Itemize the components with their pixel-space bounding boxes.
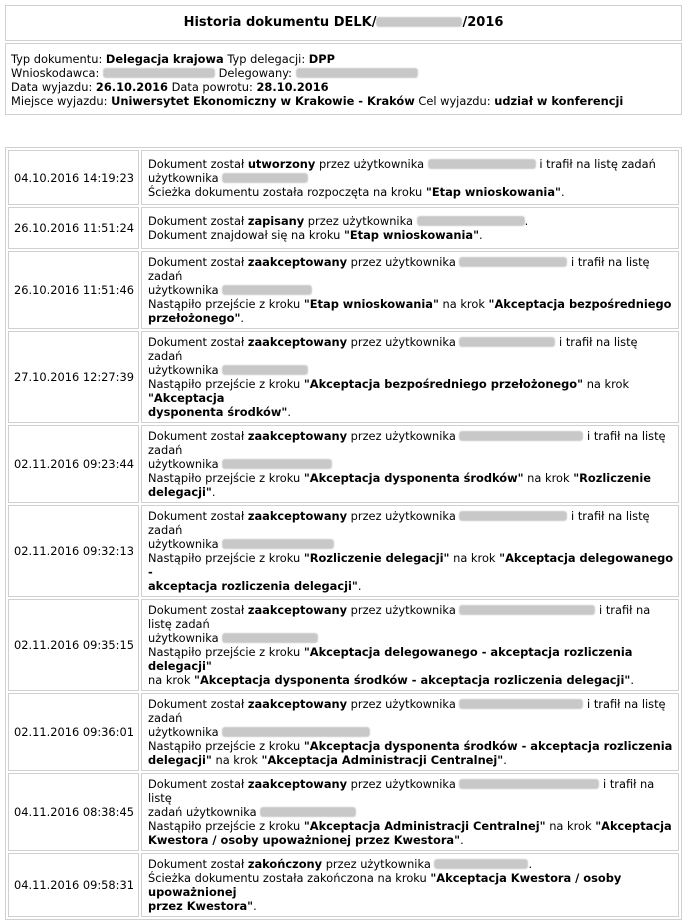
row-date: 02.11.2016 09:36:01 [8, 693, 139, 771]
redacted-user [222, 285, 312, 295]
document-title: Historia dokumentu DELK/ /2016 [183, 15, 504, 30]
place-value: Uniwersytet Ekonomiczny w Krakowie - Kraków [111, 94, 415, 108]
redacted-user [459, 605, 595, 615]
return-date: 28.10.2016 [256, 80, 329, 94]
deleg-type-value: DPP [308, 52, 335, 66]
row-date: 02.11.2016 09:32:13 [8, 505, 139, 597]
row-description: Dokument został zaakceptowany przez użytkownika i trafił na listę zadań użytkownika Nastąpiło przejście z kroku "Etap wnioskowania" na krok "Akceptacja bezpośredniego przełożonego". [141, 251, 679, 329]
row-date: 04.11.2016 08:38:45 [8, 773, 139, 851]
row-date: 02.11.2016 09:35:15 [8, 599, 139, 691]
row-date: 04.10.2016 14:19:23 [8, 150, 139, 205]
table-row [8, 773, 679, 851]
row-description: Dokument został utworzony przez użytkownika i trafił na listę zadań użytkownika Ścieżka dokumentu została rozpoczęta na kroku "Etap wnioskowania". [141, 150, 679, 205]
row-date: 26.10.2016 11:51:24 [8, 207, 139, 249]
row-description: Dokument został zapisany przez użytkownika . Dokument znajdował się na kroku "Etap wnioskowania". [141, 207, 679, 249]
meta-line-dates: Data wyjazdu: 26.10.2016 Data powrotu: 28.10.2016 [11, 80, 329, 94]
table-row [8, 150, 679, 205]
redacted-user [222, 539, 334, 549]
row-description: Dokument został zaakceptowany przez użytkownika i trafił na listę zadań użytkownika Nastąpiło przejście z kroku "Rozliczenie delegacji" na krok "Akceptacja delegowanego - akceptacja rozliczenia delegacji". [141, 505, 679, 597]
table-row [8, 425, 679, 503]
redacted-user [459, 779, 599, 789]
redacted-user [459, 337, 555, 347]
redacted-user [222, 365, 308, 375]
doc-type-value: Delegacja krajowa [105, 52, 224, 66]
redacted-user [459, 431, 583, 441]
redacted-user [222, 459, 332, 469]
table-row [8, 505, 679, 597]
meta-line-type: Typ dokumentu: Delegacja krajowa Typ delegacji: DPP [11, 52, 335, 66]
redacted-user [222, 173, 308, 183]
meta-line-place: Miejsce wyjazdu: Uniwersytet Ekonomiczny w Krakowie - Kraków Cel wyjazdu: udział w konferencji [11, 94, 624, 108]
redacted-user [434, 859, 528, 869]
history-table [5, 147, 682, 920]
redacted-user [222, 727, 370, 737]
table-row [8, 251, 679, 329]
redacted-applicant [103, 68, 215, 78]
row-date: 27.10.2016 12:27:39 [8, 331, 139, 423]
redacted-delegated [296, 68, 418, 78]
row-description: Dokument został zaakceptowany przez użytkownika i trafił na listę zadań użytkownika Nastąpiło przejście z kroku "Akceptacja bezpośredniego przełożonego" na krok "Akceptacja dysponenta środków". [141, 331, 679, 423]
document-title-box [5, 5, 682, 41]
row-description: Dokument został zaakceptowany przez użytkownika i trafił na listę zadań użytkownika Nastąpiło przejście z kroku "Akceptacja Administracji Centralnej" na krok "Akceptacja Kwestora / osoby upoważnionej przez Kwestora". [141, 773, 679, 851]
table-row [8, 693, 679, 771]
meta-line-people: Wnioskodawca: Delegowany: [11, 66, 681, 80]
document-metadata [5, 43, 682, 115]
redacted-user [428, 159, 536, 169]
redacted-user [222, 633, 318, 643]
row-description: Dokument został zaakceptowany przez użytkownika i trafił na listę zadań użytkownika Nastąpiło przejście z kroku "Akceptacja dysponenta środków" na krok "Rozliczenie delegacji". [141, 425, 679, 503]
redacted-doc-number [376, 17, 462, 27]
redacted-user [459, 699, 583, 709]
redacted-user [459, 257, 567, 267]
purpose-value: udział w konferencji [494, 94, 624, 108]
row-description: Dokument został zaakceptowany przez użytkownika i trafił na listę zadań użytkownika Nastąpiło przejście z kroku "Akceptacja delegowanego - akceptacja rozliczenia delegacji" na krok "Akceptacja dysponenta środków - akceptacja rozliczenia delegacji". [141, 599, 679, 691]
table-row [8, 599, 679, 691]
table-row [8, 853, 679, 917]
row-description: Dokument został zakończony przez użytkownika . Ścieżka dokumentu została zakończona na kroku "Akceptacja Kwestora / osoby upoważnionej przez Kwestora". [141, 853, 679, 917]
row-date: 04.11.2016 09:58:31 [8, 853, 139, 917]
redacted-user [260, 807, 356, 817]
row-description: Dokument został zaakceptowany przez użytkownika i trafił na listę zadań użytkownika Nastąpiło przejście z kroku "Akceptacja dysponenta środków - akceptacja rozliczenia delegacji" na krok "Akceptacja Administracji Centralnej". [141, 693, 679, 771]
table-row [8, 207, 679, 249]
table-row [8, 331, 679, 423]
departure-date: 26.10.2016 [95, 80, 168, 94]
row-date: 26.10.2016 11:51:46 [8, 251, 139, 329]
redacted-user [459, 511, 567, 521]
row-date: 02.11.2016 09:23:44 [8, 425, 139, 503]
redacted-user [417, 216, 525, 226]
